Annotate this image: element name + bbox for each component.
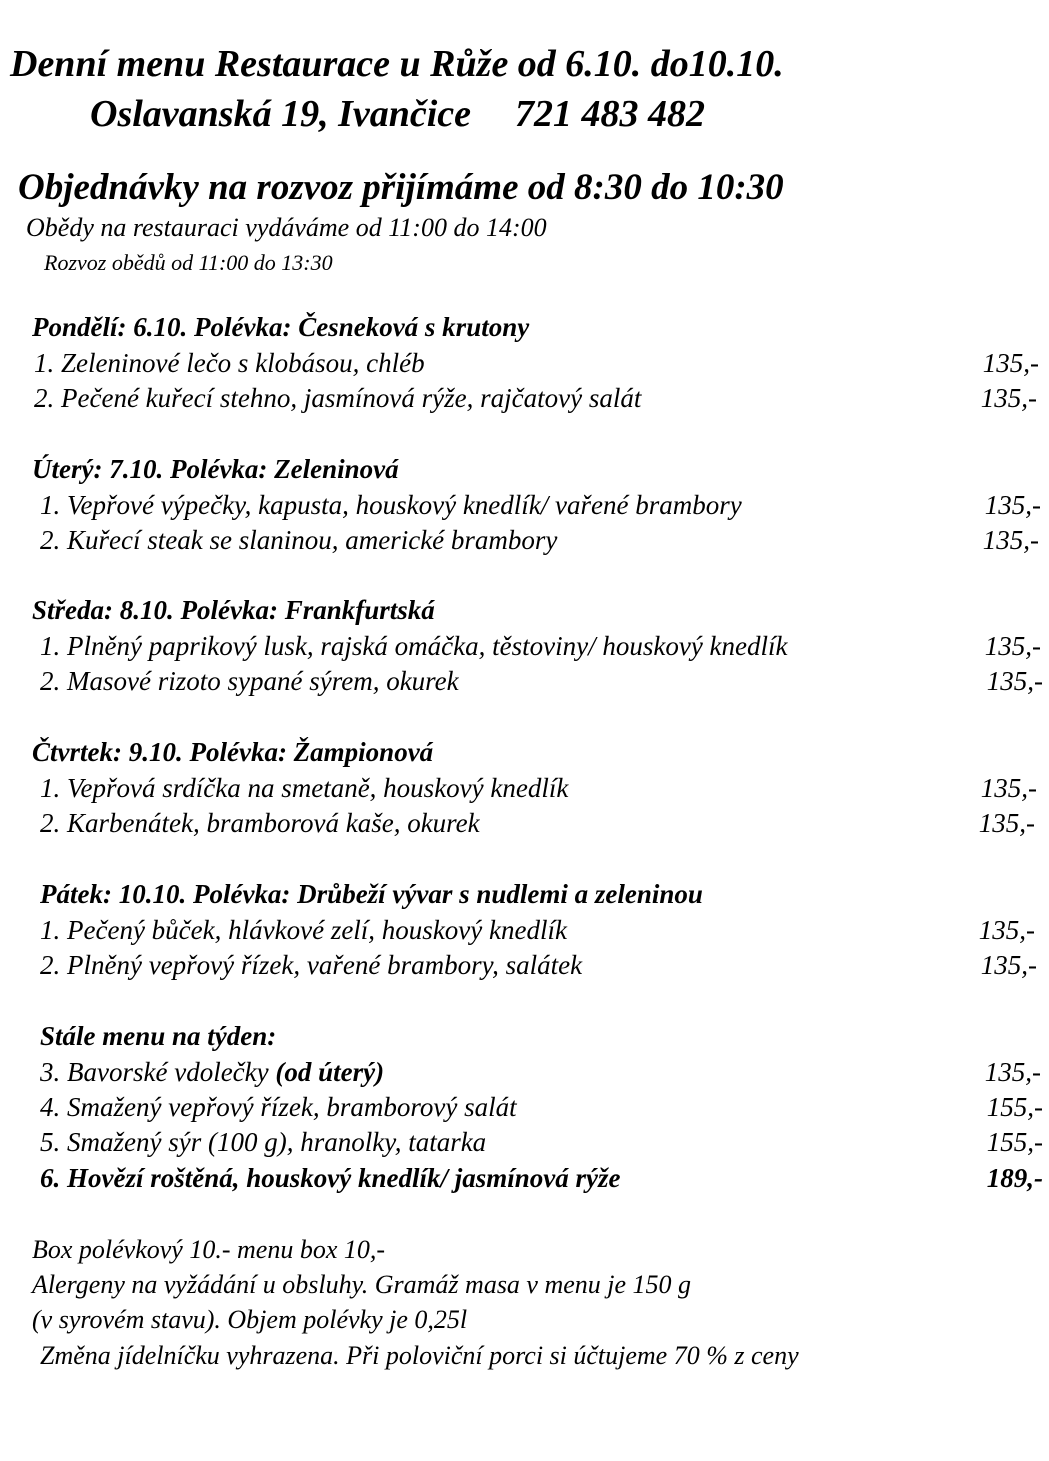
dish-name: 6. Hovězí roštěná, houskový knedlík/ jasmínová rýže (40, 1163, 621, 1193)
dish-name: 1. Pečený bůček, hlávkové zelí, houskový knedlík (40, 915, 567, 945)
dish-name: 2. Masové rizoto sypané sýrem, okurek (40, 666, 459, 696)
dish-name: 1. Vepřové výpečky, kapusta, houskový knedlík/ vařené brambory (40, 490, 742, 520)
dish-price: 135,- (980, 773, 1037, 803)
dish-price: 135,- (982, 348, 1039, 378)
page-title: Denní menu Restaurace u Růže od 6.10. do10.10. (10, 43, 784, 85)
dish-name: 1. Zeleninové lečo s klobásou, chléb (34, 348, 425, 378)
weekly-menu-heading: Stále menu na týden: (40, 1021, 277, 1051)
menu-item (0, 1161, 1049, 1195)
dish-name: 2. Plněný vepřový řízek, vařené brambory, salátek (40, 950, 583, 980)
dish-name: 2. Kuřecí steak se slaninou, americké brambory (40, 525, 558, 555)
day-heading: Úterý: 7.10. Polévka: Zeleninová (32, 454, 399, 484)
dish-price: 155,- (986, 1092, 1043, 1122)
day-heading: Pondělí: 6.10. Polévka: Česneková s krutony (32, 312, 530, 342)
menu-item (0, 806, 1049, 840)
menu-item (0, 913, 1049, 947)
dish-label: 3. Bavorské vdolečky (40, 1057, 276, 1087)
day-heading: Pátek: 10.10. Polévka: Drůbeží vývar s nudlemi a zeleninou (40, 879, 703, 909)
footer-change-notice: Změna jídelníčku vyhrazena. Při poloviční porci si účtujeme 70 % z ceny (40, 1341, 799, 1370)
menu-item (0, 488, 1049, 522)
delivery-hours: Rozvoz obědů od 11:00 do 13:30 (44, 250, 333, 275)
dish-name: 1. Plněný paprikový lusk, rajská omáčka, těstoviny/ houskový knedlík (40, 631, 788, 661)
dish-name: 2. Pečené kuřecí stehno, jasmínová rýže, rajčatový salát (34, 383, 642, 413)
delivery-orders-notice: Objednávky na rozvoz přijímáme od 8:30 do 10:30 (18, 167, 784, 208)
dish-availability-note: (od úterý) (275, 1057, 385, 1087)
dish-name: 5. Smažený sýr (100 g), hranolky, tatarka (40, 1127, 487, 1157)
menu-item (0, 948, 1049, 982)
restaurant-phone: 721 483 482 (515, 93, 706, 135)
menu-item (0, 771, 1049, 805)
menu-item (0, 1055, 1049, 1089)
menu-item (0, 629, 1049, 663)
footer-box-prices: Box polévkový 10.- menu box 10,- (32, 1235, 386, 1264)
dish-price: 135,- (984, 631, 1041, 661)
dish-price: 135,- (980, 950, 1037, 980)
day-heading: Čtvrtek: 9.10. Polévka: Žampionová (32, 737, 434, 767)
footer-portion-info: (v syrovém stavu). Objem polévky je 0,25l (32, 1305, 468, 1334)
menu-item (0, 664, 1049, 698)
restaurant-address: Oslavanská 19, Ivančice (90, 93, 472, 135)
day-heading: Středa: 8.10. Polévka: Frankfurtská (32, 595, 435, 625)
menu-item (0, 1125, 1049, 1159)
dish-price: 135,- (978, 915, 1035, 945)
menu-item (0, 346, 1049, 380)
dish-name: 4. Smažený vepřový řízek, bramborový salát (40, 1092, 517, 1122)
dish-price: 155,- (986, 1127, 1043, 1157)
dish-price: 135,- (982, 525, 1039, 555)
dish-name (40, 1055, 384, 1089)
dish-price: 135,- (980, 383, 1037, 413)
restaurant-address-line (90, 92, 705, 136)
menu-item (0, 523, 1049, 557)
dish-price: 135,- (984, 490, 1041, 520)
dish-price: 135,- (986, 666, 1043, 696)
dish-name: 2. Karbenátek, bramborová kaše, okurek (40, 808, 480, 838)
footer-allergens: Alergeny na vyžádání u obsluhy. Gramáž masa v menu je 150 g (32, 1270, 692, 1299)
menu-item (0, 381, 1049, 415)
dish-price: 189,- (986, 1163, 1043, 1193)
menu-item (0, 1090, 1049, 1124)
lunch-hours: Obědy na restauraci vydáváme od 11:00 do 14:00 (26, 213, 547, 242)
dish-price: 135,- (984, 1057, 1041, 1087)
dish-price: 135,- (978, 808, 1035, 838)
dish-name: 1. Vepřová srdíčka na smetaně, houskový knedlík (40, 773, 569, 803)
